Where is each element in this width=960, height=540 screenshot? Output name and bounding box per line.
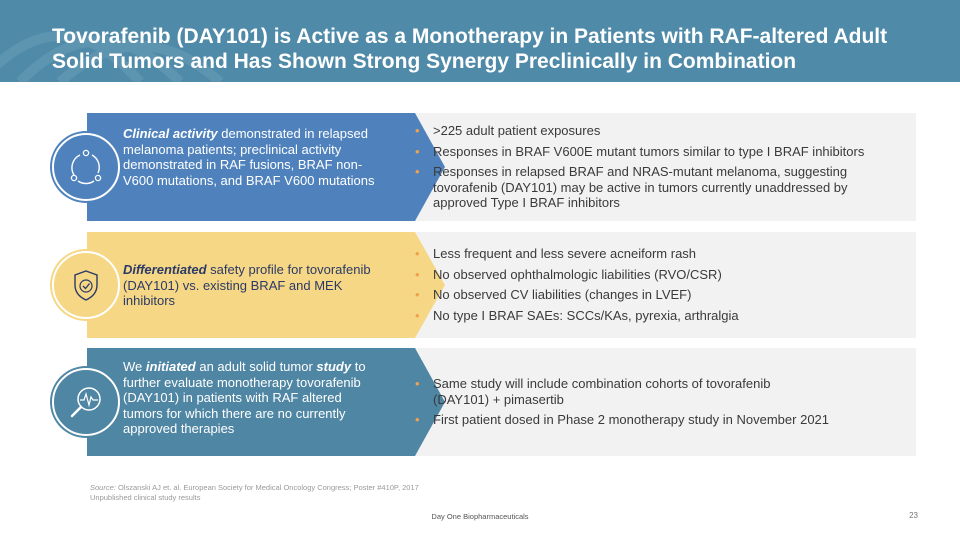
magnifier-pulse-icon	[50, 366, 122, 438]
row-initiated-study	[50, 348, 916, 456]
lead-emphasis: Clinical activity	[123, 126, 218, 141]
bullet-item: • Same study will include combination cohorts of tovorafenib (DAY101) + pimasertib	[415, 376, 813, 407]
bullet-item: • No observed ophthalmologic liabilities (RVO/CSR)	[415, 267, 885, 283]
source-label: Source:	[90, 483, 116, 492]
row-differentiated-safety	[50, 232, 916, 338]
source-text: Olszanski AJ et. al. European Society for Medical Oncology Congress; Poster #410P, 2017	[115, 483, 419, 492]
bullet-list	[415, 246, 885, 328]
lead-prefix: We	[123, 359, 146, 374]
cycle-arrows-icon	[50, 131, 122, 203]
source-note	[90, 483, 419, 503]
arrow-banner	[87, 348, 445, 456]
bullet-item: • Less frequent and less severe acneiform rash	[415, 246, 885, 262]
lead-middle: an adult solid tumor	[195, 359, 317, 374]
page-title: Tovorafenib (DAY101) is Active as a Monotherapy in Patients with RAF-altered Adult Solid Tumors and Has Shown Strong Synergy Preclinically in Combination	[52, 25, 888, 73]
lead-emphasis: initiated	[145, 359, 196, 374]
bullet-item: • >225 adult patient exposures	[415, 123, 885, 139]
bullet-item: • Responses in BRAF V600E mutant tumors similar to type I BRAF inhibitors	[415, 144, 885, 160]
row-clinical-activity	[50, 113, 916, 221]
lead-text: demonstrated in relapsed melanoma patients; preclinical activity demonstrated in RAF fusions, BRAF non-V600 mutations, and BRAF V600 mutations	[123, 126, 375, 188]
arrow-text	[123, 359, 375, 437]
arrow-text	[123, 126, 378, 188]
page-number: 23	[909, 511, 918, 520]
arrow-text	[123, 262, 383, 309]
header-banner	[0, 0, 960, 82]
bullet-item: • No observed CV liabilities (changes in LVEF)	[415, 287, 885, 303]
lead-emphasis-2: study	[316, 359, 352, 374]
lead-text: to further evaluate monotherapy tovorafenib (DAY101) in patients with RAF altered tumors for which there are no currently approved therapies	[123, 359, 366, 436]
lead-text: safety profile for tovorafenib (DAY101) vs. existing BRAF and MEK inhibitors	[123, 262, 371, 308]
lead-emphasis: Differentiated	[123, 262, 207, 277]
bullet-list	[415, 376, 885, 433]
bullet-item: • First patient dosed in Phase 2 monotherapy study in November 2021	[415, 412, 885, 428]
bullet-item: • No type I BRAF SAEs: SCCs/KAs, pyrexia, arthralgia	[415, 308, 885, 324]
arrow-banner	[87, 232, 445, 338]
shield-check-icon	[50, 249, 122, 321]
arrow-banner	[87, 113, 445, 221]
company-name: Day One Biopharmaceuticals	[431, 512, 529, 521]
source-line-2: Unpublished clinical study results	[90, 493, 201, 502]
bullet-item: • Responses in relapsed BRAF and NRAS-mutant melanoma, suggesting tovorafenib (DAY101) may be active in tumors currently unaddressed by approved Type I BRAF inhibitors	[415, 164, 885, 211]
bullet-list	[415, 123, 885, 216]
